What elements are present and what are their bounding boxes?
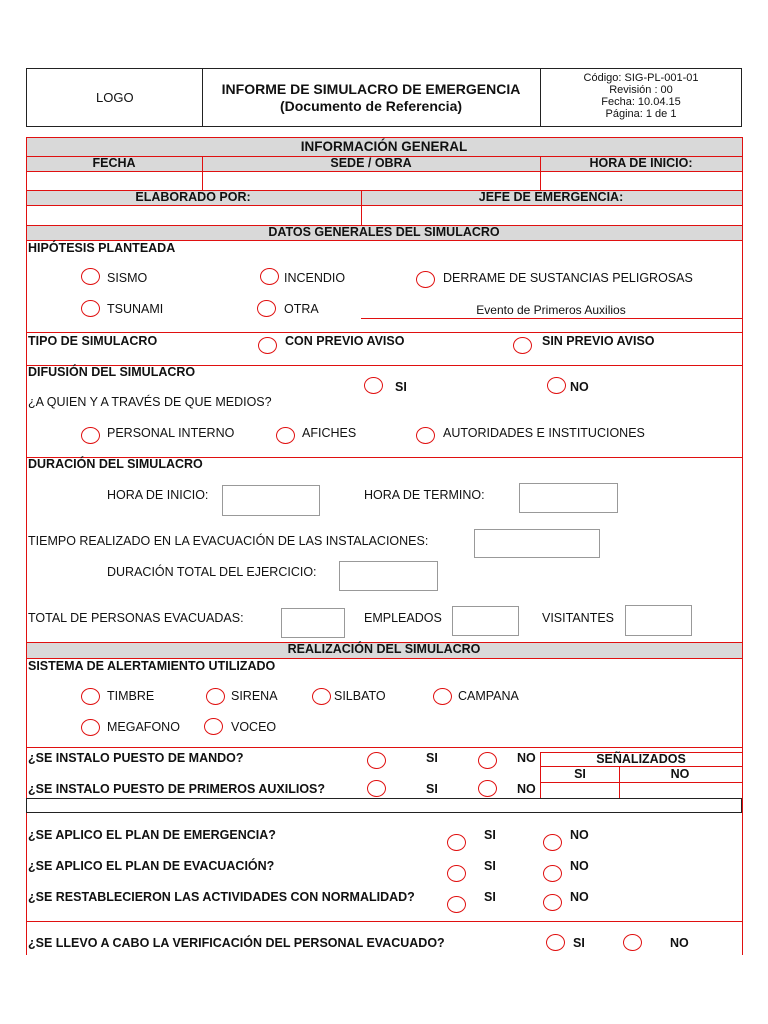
plan-evacuacion-no-radio[interactable] <box>543 865 562 882</box>
duracion-total-input[interactable] <box>339 561 438 591</box>
personal-radio[interactable] <box>81 427 100 444</box>
sin-aviso-label: SIN PREVIO AVISO <box>542 334 655 348</box>
verificacion-label: ¿SE LLEVO A CABO LA VERIFICACIÓN DEL PERSONAL EVACUADO? <box>28 936 445 950</box>
plan-evacuacion-no-label: NO <box>570 859 589 873</box>
incendio-label: INCENDIO <box>284 271 346 285</box>
tiempo-evac-input[interactable] <box>474 529 600 558</box>
restablecieron-si-label: SI <box>484 890 496 904</box>
logo-placeholder: LOGO <box>96 90 134 105</box>
voceo-label: VOCEO <box>231 720 277 734</box>
afiches-label: AFICHES <box>302 426 357 440</box>
timbre-label: TIMBRE <box>107 689 155 703</box>
puesto-auxilios-label: ¿SE INSTALO PUESTO DE PRIMEROS AUXILIOS? <box>28 782 326 796</box>
plan-emergencia-no-radio[interactable] <box>543 834 562 851</box>
document-revision: Revisión : 00 <box>609 84 673 96</box>
verificacion-si-label: SI <box>573 936 585 950</box>
puesto-auxilios-si-radio[interactable] <box>367 780 386 797</box>
verificacion-no-radio[interactable] <box>623 934 642 951</box>
puesto-auxilios-si-label: SI <box>426 782 438 796</box>
plan-emergencia-si-radio[interactable] <box>447 834 466 851</box>
silbato-label: SILBATO <box>334 689 386 703</box>
restablecieron-si-radio[interactable] <box>447 896 466 913</box>
difusion-si-radio[interactable] <box>364 377 383 394</box>
section-datos-title: DATOS GENERALES DEL SIMULACRO <box>268 225 500 239</box>
hora-termino-input[interactable] <box>519 483 618 513</box>
sede-label: SEDE / OBRA <box>330 156 412 170</box>
plan-evacuacion-si-label: SI <box>484 859 496 873</box>
sismo-label: SISMO <box>107 271 148 285</box>
senalizados-no-label: NO <box>670 767 690 781</box>
empleados-input[interactable] <box>452 606 519 636</box>
megafono-label: MEGAFONO <box>107 720 180 734</box>
senalizados-si-label: SI <box>574 767 586 781</box>
puesto-mando-si-radio[interactable] <box>367 752 386 769</box>
tsunami-label: TSUNAMI <box>107 302 164 316</box>
derrame-radio[interactable] <box>416 271 435 288</box>
quien-label: ¿A QUIEN Y A TRAVÉS DE QUE MEDIOS? <box>28 395 272 409</box>
document-page: Página: 1 de 1 <box>605 108 677 120</box>
personal-label: PERSONAL INTERNO <box>107 426 235 440</box>
otra-label: OTRA <box>284 302 319 316</box>
campana-radio[interactable] <box>433 688 452 705</box>
con-aviso-label: CON PREVIO AVISO <box>285 334 405 348</box>
otra-value[interactable]: Evento de Primeros Auxilios <box>476 303 626 317</box>
elaborado-label: ELABORADO POR: <box>135 190 251 204</box>
plan-emergencia-si-label: SI <box>484 828 496 842</box>
jefe-label: JEFE DE EMERGENCIA: <box>478 190 624 204</box>
hora-inicio-sim-label: HORA DE INICIO: <box>107 488 209 502</box>
puesto-mando-label: ¿SE INSTALO PUESTO DE MANDO? <box>28 751 244 765</box>
campana-label: CAMPANA <box>458 689 519 703</box>
timbre-radio[interactable] <box>81 688 100 705</box>
incendio-radio[interactable] <box>260 268 279 285</box>
difusion-label: DIFUSIÓN DEL SIMULACRO <box>28 365 196 379</box>
document-title: INFORME DE SIMULACRO DE EMERGENCIA <box>221 81 521 97</box>
fecha-label: FECHA <box>92 156 136 170</box>
difusion-si-label: SI <box>395 380 407 394</box>
section-general-title: INFORMACIÓN GENERAL <box>300 139 468 154</box>
plan-emergencia-label: ¿SE APLICO EL PLAN DE EMERGENCIA? <box>28 828 276 842</box>
derrame-label: DERRAME DE SUSTANCIAS PELIGROSAS <box>443 271 693 285</box>
total-personas-input[interactable] <box>281 608 345 638</box>
puesto-mando-no-label: NO <box>517 751 536 765</box>
megafono-radio[interactable] <box>81 719 100 736</box>
difusion-no-label: NO <box>570 380 589 394</box>
silbato-radio[interactable] <box>312 688 331 705</box>
tiempo-evac-label: TIEMPO REALIZADO EN LA EVACUACIÓN DE LAS INSTALACIONES: <box>28 534 429 548</box>
document-date: Fecha: 10.04.15 <box>601 96 681 108</box>
empleados-label: EMPLEADOS <box>364 611 442 625</box>
puesto-mando-si-label: SI <box>426 751 438 765</box>
senalizados-label: SEÑALIZADOS <box>596 752 686 766</box>
sirena-radio[interactable] <box>206 688 225 705</box>
duracion-total-label: DURACIÓN TOTAL DEL EJERCICIO: <box>107 565 317 579</box>
duracion-label: DURACIÓN DEL SIMULACRO <box>28 457 203 471</box>
con-aviso-radio[interactable] <box>258 337 277 354</box>
puesto-auxilios-no-label: NO <box>517 782 536 796</box>
autoridades-radio[interactable] <box>416 427 435 444</box>
restablecieron-no-label: NO <box>570 890 589 904</box>
sirena-label: SIRENA <box>231 689 278 703</box>
visitantes-input[interactable] <box>625 605 692 636</box>
plan-evacuacion-si-radio[interactable] <box>447 865 466 882</box>
restablecieron-label: ¿SE RESTABLECIERON LAS ACTIVIDADES CON NORMALIDAD? <box>28 890 415 904</box>
puesto-mando-no-radio[interactable] <box>478 752 497 769</box>
afiches-radio[interactable] <box>276 427 295 444</box>
hora-inicio-label: HORA DE INICIO: <box>589 156 693 170</box>
verificacion-no-label: NO <box>670 936 689 950</box>
hora-termino-label: HORA DE TERMINO: <box>364 488 485 502</box>
total-personas-label: TOTAL DE PERSONAS EVACUADAS: <box>28 611 244 625</box>
hora-inicio-input[interactable] <box>222 485 320 516</box>
puesto-auxilios-no-radio[interactable] <box>478 780 497 797</box>
section-realizacion-title: REALIZACIÓN DEL SIMULACRO <box>287 642 481 656</box>
plan-emergencia-no-label: NO <box>570 828 589 842</box>
document-code: Código: SIG-PL-001-01 <box>583 72 699 84</box>
document-subtitle: (Documento de Referencia) <box>279 98 463 114</box>
voceo-radio[interactable] <box>204 718 223 735</box>
visitantes-label: VISITANTES <box>542 611 615 625</box>
verificacion-si-radio[interactable] <box>546 934 565 951</box>
restablecieron-no-radio[interactable] <box>543 894 562 911</box>
autoridades-label: AUTORIDADES E INSTITUCIONES <box>443 426 645 440</box>
tsunami-radio[interactable] <box>81 300 100 317</box>
otra-radio[interactable] <box>257 300 276 317</box>
plan-evacuacion-label: ¿SE APLICO EL PLAN DE EVACUACIÓN? <box>28 859 275 873</box>
hipotesis-label: HIPÓTESIS PLANTEADA <box>28 241 176 255</box>
sistema-label: SISTEMA DE ALERTAMIENTO UTILIZADO <box>28 659 276 673</box>
tipo-label: TIPO DE SIMULACRO <box>28 334 158 348</box>
difusion-no-radio[interactable] <box>547 377 566 394</box>
sin-aviso-radio[interactable] <box>513 337 532 354</box>
sismo-radio[interactable] <box>81 268 100 285</box>
